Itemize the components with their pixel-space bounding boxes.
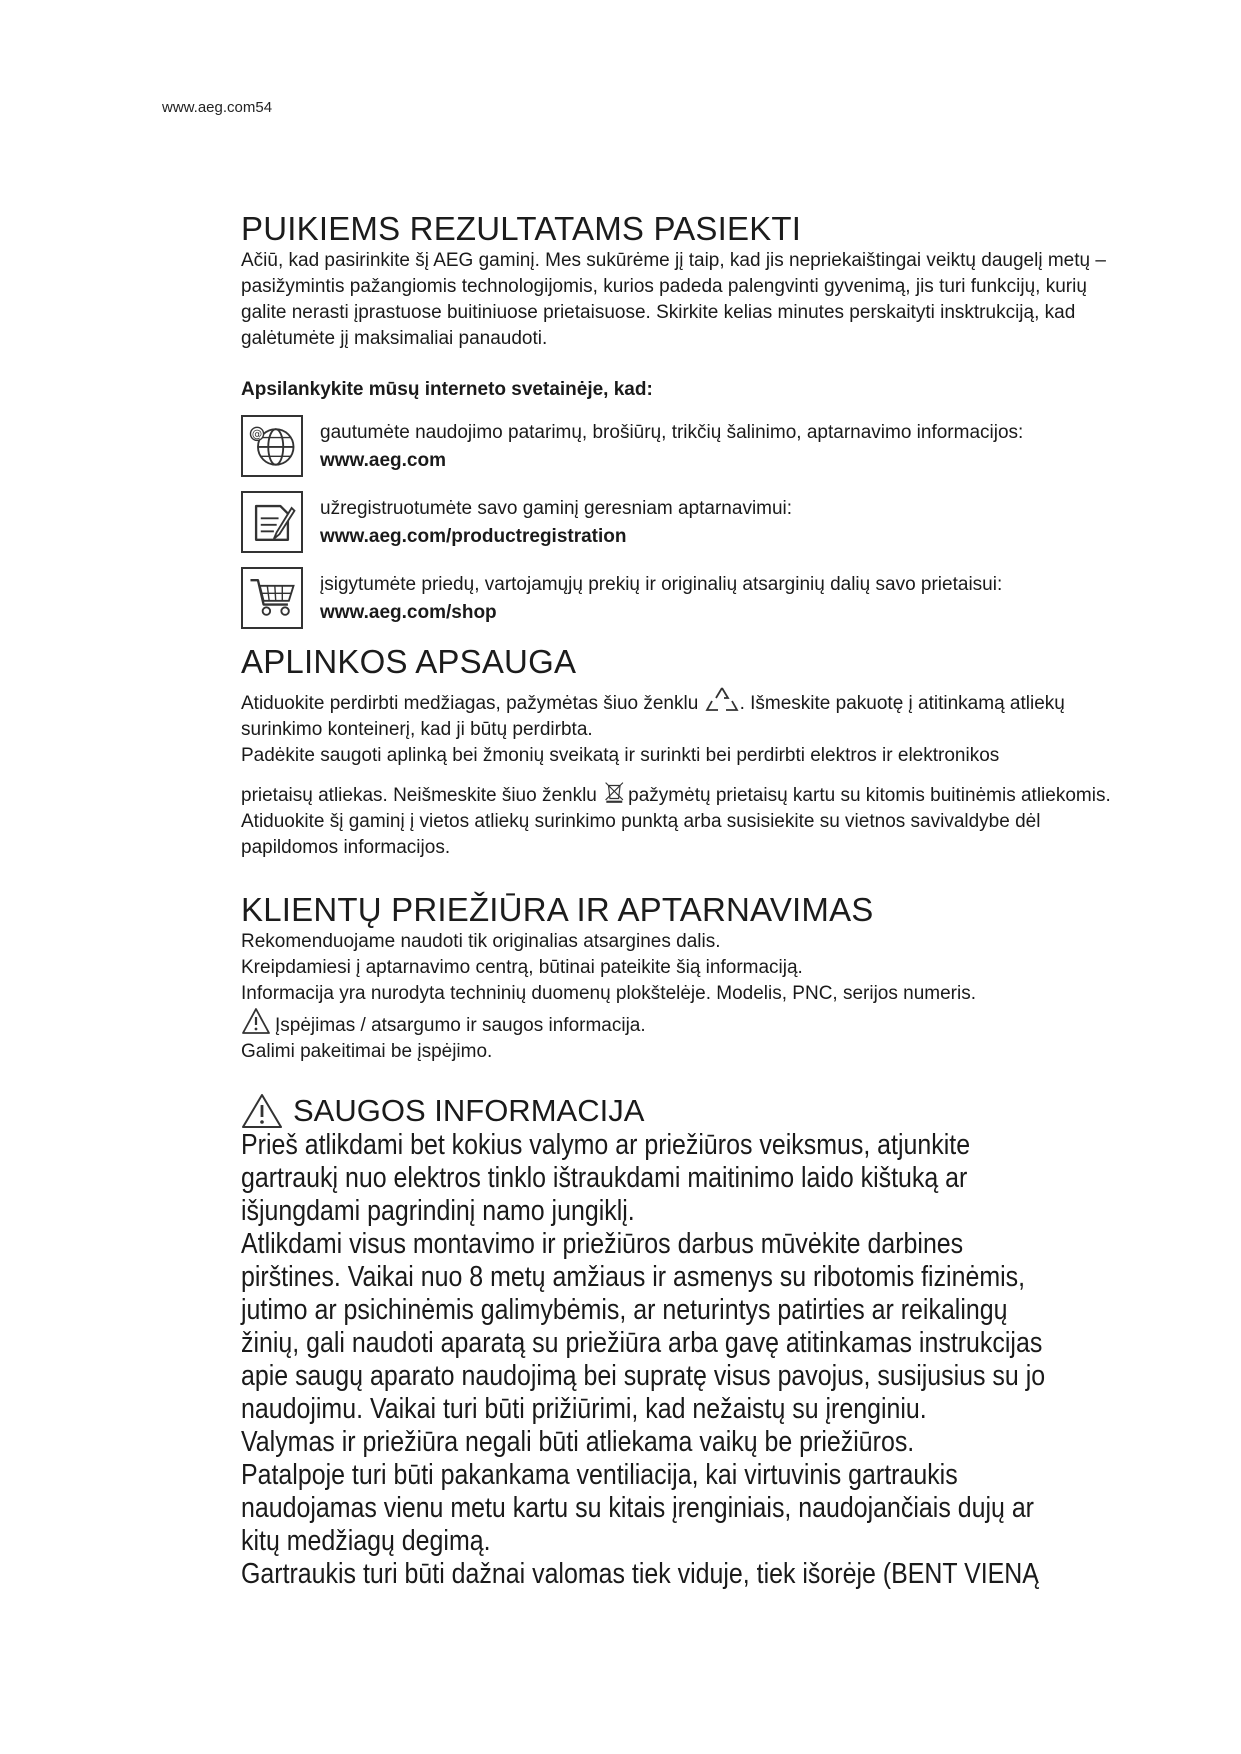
warning-icon xyxy=(241,1007,271,1035)
visit-item-support-text: gautumėte naudojimo patarimų, brošiūrų, trikčių šalinimo, aptarnavimo informacijos: xyxy=(320,422,1024,443)
environment-paragraph-1 xyxy=(241,685,1141,743)
safety-title-text: SAUGOS INFORMACIJA xyxy=(293,1093,645,1128)
safety-line: gartraukį nuo elektros tinklo ištraukdami maitinimo laido kištuką ar xyxy=(241,1162,968,1194)
safety-line: naudojamas vienu metu kartu su kitais įrenginiais, naudojančiais dujų ar xyxy=(241,1492,1035,1524)
visit-item-registration-text: užregistruotumėte savo gaminį geresniam aptarnavimui: xyxy=(320,498,793,519)
environment-paragraph-3 xyxy=(241,777,1141,861)
safety-line: žinių, gali naudoti aparatą su priežiūra arba gavę atitinkamas instrukcijas xyxy=(241,1327,1043,1359)
safety-line: Atlikdami visus montavimo ir priežiūros darbus mūvėkite darbines xyxy=(241,1228,964,1260)
link-aeg-shop[interactable]: www.aeg.com/shop xyxy=(320,602,497,623)
document-body xyxy=(241,210,1141,1591)
care-line-2: Kreipdamiesi į aptarnavimo centrą, būtinai pateikite šią informaciją. xyxy=(241,957,803,978)
safety-line: kitų medžiagų degimą. xyxy=(241,1525,491,1557)
page-url: www.aeg.com54 xyxy=(162,99,273,116)
visit-heading: Apsilankykite mūsų interneto svetainėje, kad: xyxy=(241,379,653,400)
safety-line: Gartraukis turi būti dažnai valomas tiek viduje, tiek išorėje (BENT VIENĄ xyxy=(241,1558,1039,1590)
crossed-bin-icon xyxy=(602,777,628,807)
globe-icon xyxy=(241,415,303,477)
section-title-safety xyxy=(241,1093,1141,1129)
safety-line: Prieš atlikdami bet kokius valymo ar priežiūros veiksmus, atjunkite xyxy=(241,1129,971,1161)
environment-paragraph-2: Padėkite saugoti aplinką bei žmonių sveikatą ir surinkti bei perdirbti elektros ir elektronikos xyxy=(241,745,1000,766)
safety-line: jutimo ar psichinėmis galimybėmis, ar neturintys patirties ar reikalingų xyxy=(241,1294,1008,1326)
intro-paragraph: Ačiū, kad pasirinkite šį AEG gaminį. Mes sukūrėme jį taip, kad jis nepriekaištingai veiktų daugelį metų – pasižymintis pažangiomis technologijomis, kurios padeda palengvinti gyvenimą, jis turi funkcijų, kurių galite nerasti įprastuose buitiniuose prietaisuose. Skirkite kelias minutes perskaityti insktrukciją, kad galėtumėte jį maksimaliai panaudoti. xyxy=(241,250,1106,349)
link-aeg-com[interactable]: www.aeg.com xyxy=(320,450,446,471)
environment-p1-start: Atiduokite perdirbti medžiagas, pažymėtas šiuo ženklu xyxy=(241,693,699,714)
visit-item-shop-text: įsigytumėte priedų, vartojamųjų prekių ir originalių atsarginių dalių savo prietaisui: xyxy=(320,574,1003,595)
environment-p3-start: prietaisų atliekas. Neišmeskite šiuo ženklu xyxy=(241,785,597,806)
registration-icon xyxy=(241,491,303,553)
visit-item-support xyxy=(241,415,1141,477)
safety-line: Patalpoje turi būti pakankama ventiliacija, kai virtuvinis gartraukis xyxy=(241,1459,958,1491)
section-title-customer-care: KLIENTŲ PRIEŽIŪRA IR APTARNAVIMAS xyxy=(241,891,874,928)
safety-line: Valymas ir priežiūra negali būti atliekama vaikų be priežiūros. xyxy=(241,1426,915,1458)
visit-item-shop xyxy=(241,567,1141,629)
safety-line: apie saugų aparato naudojimą bei supratę visus pavojus, susijusius su jo xyxy=(241,1360,1046,1392)
environment-p3-end: pažymėtų prietaisų kartu su kitomis buitinėmis atliekomis. Atiduokite šį gaminį į vietos atliekų surinkimo punktą arba susisiekite su vietnos savivaldybe dėl papildomos informacijos. xyxy=(241,785,1111,858)
section-title-environment: APLINKOS APSAUGA xyxy=(241,643,577,680)
link-product-registration[interactable]: www.aeg.com/productregistration xyxy=(320,526,627,547)
section-title-results: PUIKIEMS REZULTATAMS PASIEKTI xyxy=(241,210,802,247)
safety-line: naudojimu. Vaikai turi būti prižiūrimi, kad nežaistų su įrenginiu. xyxy=(241,1393,927,1425)
environment-p1-end: . Išmeskite pakuotę į atitinkamą atliekų surinkimo konteinerį, kad ji būtų perdirbta. xyxy=(241,693,1065,740)
safety-line: pirštines. Vaikai nuo 8 metų amžiaus ir asmenys su ribotomis fizinėmis, xyxy=(241,1261,1026,1293)
safety-body xyxy=(241,1129,1141,1591)
warning-icon xyxy=(241,1093,283,1129)
care-last-line: Galimi pakeitimai be įspėjimo. xyxy=(241,1041,493,1062)
svg-text:@: @ xyxy=(251,428,263,441)
care-warning-line xyxy=(241,1007,1141,1039)
care-line-1: Rekomenduojame naudoti tik originalias atsargines dalis. xyxy=(241,931,721,952)
safety-line: išjungdami pagrindinį namo jungiklį. xyxy=(241,1195,635,1227)
care-line-3: Informacija yra nurodyta techninių duomenų plokštelėje. Modelis, PNC, serijos numeris. xyxy=(241,983,977,1004)
care-warning-text: Įspėjimas / atsargumo ir saugos informacija. xyxy=(275,1015,646,1036)
recycle-icon xyxy=(704,685,740,715)
shopping-cart-icon xyxy=(241,567,303,629)
visit-item-registration xyxy=(241,491,1141,553)
